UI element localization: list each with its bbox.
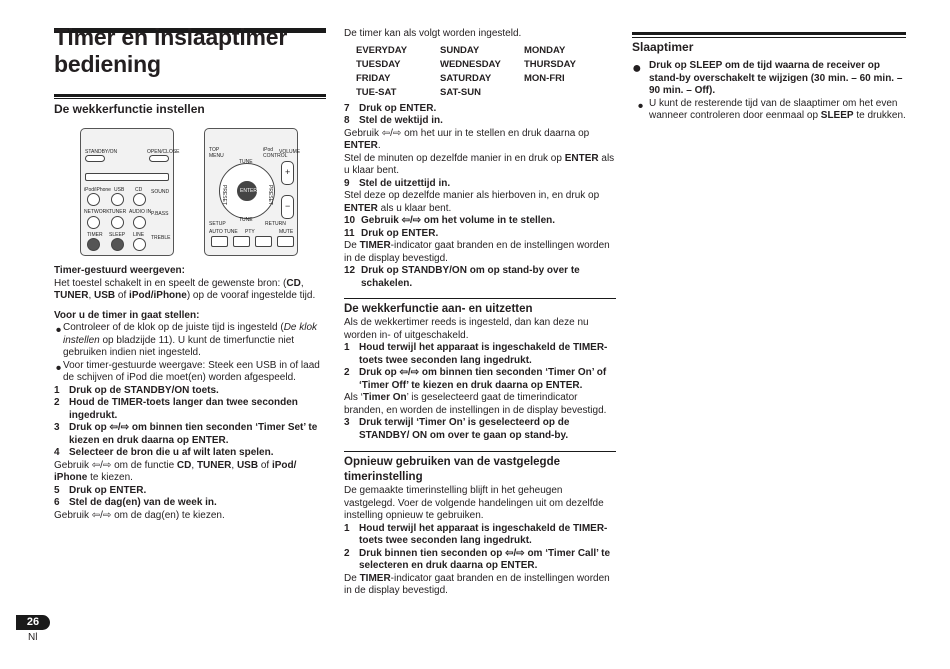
volume-up-icon: + — [281, 161, 294, 185]
paragraph-aan-uit: Als de wekkertimer reeds is ingesteld, dan kan deze nu worden in- of uitgeschakeld. — [344, 317, 589, 341]
step-item: 11 Druk op ENTER. — [344, 227, 439, 239]
volume-down-icon: − — [281, 195, 294, 219]
step-item: 2 Houd de TIMER-toets langer dan twee seconden ingedrukt. — [54, 397, 298, 421]
days-intro: De timer kan als volgt worden ingesteld. — [344, 28, 522, 39]
bullet-item: • Controleer of de klok op de juiste tijd is ingesteld (De klok instellen op bladzijde 11). U kunt de timerfunctie niet gebruiken indien niet ingesteld. — [55, 322, 318, 358]
step-11-text: De TIMER-indicator gaat branden en de instellingen worden in de display bevestigd. — [344, 240, 610, 264]
step-item: 2 Druk op ⇦/⇨ om binnen tien seconden ‘Timer On’ of ‘Timer Off’ te kiezen en druk daarna op ENTER. — [344, 367, 607, 391]
step-item: 7 Druk op ENTER. — [344, 102, 437, 114]
eject-button-icon — [149, 155, 169, 162]
step-item: 3 Druk terwijl ‘Timer On’ is geselecteerd op de STANDBY/ ON om over te gaan op stand-by. — [344, 417, 570, 441]
bullet-item: ● Druk op SLEEP om de tijd waarna de receiver op stand-by overschakelt te wijzigen (30 min. – 60 min. – 90 min. – Off). — [632, 60, 903, 96]
source-button-icon — [111, 216, 124, 229]
language-code: Nl — [28, 632, 38, 643]
source-button-icon — [133, 193, 146, 206]
paragraph-opnieuw: De gemaakte timerinstelling blijft in het geheugen vastgelegd. Voer de volgende handelingen uit om dezelfde instelling opnieuw te gebruiken. — [344, 485, 604, 521]
step-item: 8 Stel de wektijd in. — [344, 115, 443, 126]
source-button-icon — [133, 216, 146, 229]
step-item: 10 Gebruik ⇦/⇨ om het volume in te stellen. — [344, 215, 556, 226]
play-icon — [255, 236, 272, 247]
line-button-icon — [133, 238, 146, 251]
remote-illustration-1: STANDBY/ON OPEN/CLOSE iPod/iPhone USB CD SOUND NETWORK TUNER AUDIO IN P.BASS TIMER SLEEP LINE TREBLE — [80, 128, 174, 256]
source-button-icon — [87, 216, 100, 229]
timer-button-icon — [87, 238, 100, 251]
stop-icon — [233, 236, 250, 247]
bullet-item: • U kunt de resterende tijd van de slaaptimer om het even wanneer controleren door eenmaal op SLEEP te drukken. — [637, 97, 906, 121]
page-title: Timer en inslaaptimer bediening — [54, 24, 288, 77]
section-heading-wekkerfunctie: De wekkerfunctie instellen — [54, 102, 205, 116]
mute-icon — [277, 236, 294, 247]
section-heading-aan-uit: De wekkerfunctie aan- en uitzetten — [344, 303, 533, 315]
days-table: EVERYDAY SUNDAY MONDAY TUESDAY WEDNESDAY THURSDAY FRIDAY SATURDAY MON-FRI TUE-SAT SAT-SUN — [356, 45, 576, 98]
source-button-icon — [111, 193, 124, 206]
step-item: 1 Druk op de STANDBY/ON toets. — [54, 384, 219, 396]
paragraph-timer-indicator: De TIMER-indicator gaat branden en de instellingen worden in de display bevestigd. — [344, 572, 610, 596]
step-8-text: Stel de minuten op dezelfde manier in en druk op ENTER als u klaar bent. — [344, 152, 615, 176]
step-9-text: Stel deze op dezelfde manier als hierboven in, en druk op ENTER als u klaar bent. — [344, 190, 600, 214]
top-rule-thin — [632, 37, 906, 38]
display-bar — [85, 173, 169, 181]
step-6-text: Gebruik ⇦/⇨ om de dag(en) te kiezen. — [54, 509, 225, 521]
step-item: 9 Stel de uitzettijd in. — [344, 177, 451, 189]
section-rule — [54, 94, 326, 97]
step-item: 1 Houd terwijl het apparaat is ingeschakeld de TIMER-toets twee seconden lang ingedrukt. — [344, 522, 608, 546]
section-heading-slaaptimer: Slaaptimer — [632, 40, 694, 54]
step-item: 12 Druk op STANDBY/ON om op stand-by over te schakelen. — [344, 265, 580, 289]
subheading-timer-gestuurd: Timer-gestuurd weergeven: — [54, 265, 185, 276]
paragraph-timer-on: Als ‘Timer On’ is geselecteerd gaat de timerindicator branden, en worden de instellingen in de display bevestigd. — [344, 392, 607, 416]
paragraph-timer-gestuurd: Het toestel schakelt in en speelt de gewenste bron: (CD, TUNER, USB of iPod/iPhone) op de vooraf ingestelde tijd. — [54, 277, 316, 301]
pause-icon — [211, 236, 228, 247]
section-heading-opnieuw: Opnieuw gebruiken van de vastgelegde timerinstelling — [344, 456, 561, 483]
step-item: 1 Houd terwijl het apparaat is ingeschakeld de TIMER-toets twee seconden lang ingedrukt. — [344, 342, 608, 366]
remote-illustration-2: TOP MENU iPod CONTROL VOLUME + − TUNE PRESET PRESET ENTER TUNE SETUP RETURN AUTO TUNE PTY MUTE — [204, 128, 298, 256]
sleep-button-icon — [111, 238, 124, 251]
step-item: 2 Druk binnen tien seconden op ⇦/⇨ om ‘Timer Call’ te selecteren en druk daarna op ENTER. — [344, 547, 611, 571]
standby-button-icon — [85, 155, 105, 162]
column-3 — [632, 40, 906, 123]
step-item: 6 Stel de dag(en) van de week in. — [54, 497, 217, 508]
source-button-icon — [87, 193, 100, 206]
step-item: 3 Druk op ⇦/⇨ om binnen tien seconden ‘Timer Set’ te kiezen en druk daarna op ENTER. — [54, 422, 318, 446]
step-4-text: Gebruik ⇦/⇨ om de functie CD, TUNER, USB of iPod/ iPhone te kiezen. — [54, 459, 297, 483]
top-rule — [632, 32, 906, 35]
column-2 — [344, 28, 616, 598]
step-item: 5 Druk op ENTER. — [54, 484, 147, 496]
step-8-text: Gebruik ⇦/⇨ om het uur in te stellen en druk daarna op ENTER. — [344, 127, 590, 151]
bullet-item: • Voor timer-gestuurde weergave: Steek een USB in of laad de schijven of iPod die moet(en) worden afgespeeld. — [55, 359, 320, 383]
step-item: 4 Selecteer de bron die u af wilt laten spelen. — [54, 447, 274, 458]
section-rule — [54, 98, 326, 99]
page-number: 26 — [16, 615, 50, 630]
subheading-voor-u: Voor u de timer in gaat stellen: — [54, 309, 200, 321]
